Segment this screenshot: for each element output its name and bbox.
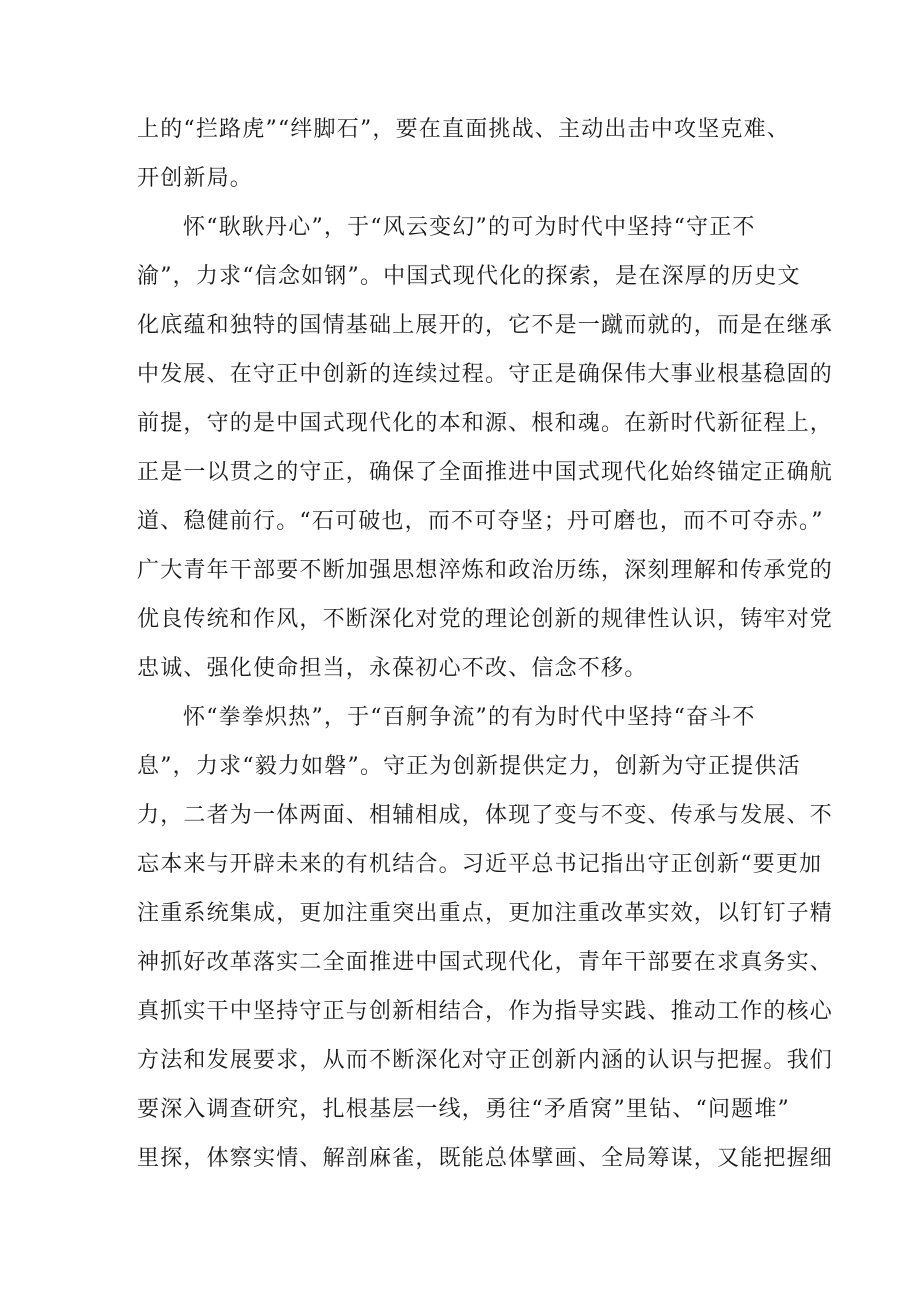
text-line-17: 注重系统集成，更加注重突出重点，更加注重改革实效，以钉钉子精 [137, 901, 834, 926]
text-line-11: 优良传统和作风，不断深化对党的理论创新的规律性认识，铸牢对党 [137, 607, 834, 632]
text-line-9: 道、稳健前行。“石可破也，而不可夺坚；丹可磨也，而不可夺赤。” [137, 509, 824, 534]
text-line-12: 忠诚、强化使命担当，永葆初心不改、信念不移。 [137, 656, 648, 681]
text-line-22: 里探，体察实情、解剖麻雀，既能总体擘画、全局筹谋，又能把握细 [137, 1146, 834, 1171]
text-line-18: 神抓好改革落实二全面推进中国式现代化，青年干部要在求真务实、 [137, 950, 834, 975]
text-line-5: 化底蕴和独特的国情基础上展开的，它不是一蹴而就的，而是在继承 [137, 313, 834, 338]
text-line-6: 中发展、在守正中创新的连续过程。守正是确保伟大事业根基稳固的 [137, 362, 834, 387]
text-line-19: 真抓实干中坚持守正与创新相结合，作为指导实践、推动工作的核心 [137, 999, 834, 1024]
text-line-1: 上的“拦路虎”“绊脚石”，要在直面挑战、主动出击中攻坚克难、 [137, 117, 790, 142]
text-line-15: 力，二者为一体两面、相辅相成，体现了变与不变、传承与发展、不 [137, 803, 834, 828]
text-line-4: 渝”，力求“信念如钢”。中国式现代化的探索，是在深厚的历史文 [137, 264, 801, 289]
text-line-7: 前提，守的是中国式现代化的本和源、根和魂。在新时代新征程上， [137, 411, 834, 436]
text-line-2: 开创新局。 [137, 166, 254, 191]
text-line-21: 要深入调查研究，扎根基层一线，勇往“矛盾窝”里钻、“问题堆” [137, 1097, 790, 1122]
text-line-3: 怀“耿耿丹心”，于“风云变幻”的可为时代中坚持“守正不 [183, 215, 756, 240]
text-line-20: 方法和发展要求，从而不断深化对守正创新内涵的认识与把握。我们 [137, 1048, 834, 1073]
text-line-8: 正是一以贯之的守正，确保了全面推进中国式现代化始终锚定正确航 [137, 460, 834, 485]
text-line-10: 广大青年干部要不断加强思想淬炼和政治历练，深刻理解和传承党的 [137, 558, 834, 583]
text-line-13: 怀“拳拳炽热”，于“百舸争流”的有为时代中坚持“奋斗不 [183, 705, 756, 730]
text-line-16: 忘本来与开辟未来的有机结合。习近平总书记指出守正创新“要更加 [137, 852, 823, 877]
text-line-14: 息”，力求“毅力如磐”。守正为创新提供定力，创新为守正提供活 [137, 754, 801, 779]
